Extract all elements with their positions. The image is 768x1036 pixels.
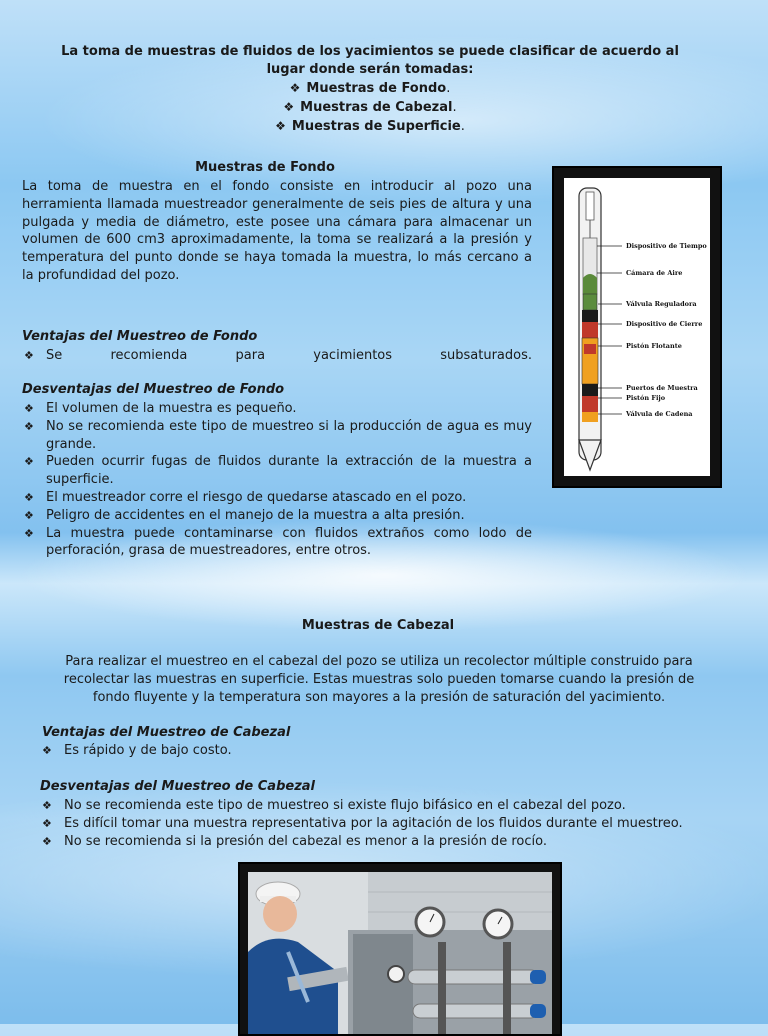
diamond-bullet-icon: ❖ (42, 834, 52, 848)
diamond-bullet-icon: ❖ (24, 455, 34, 469)
diagram-label: Válvula Reguladora (626, 300, 697, 308)
cabezal-desventajas-list (40, 797, 730, 850)
cabezal-ventajas-list (40, 742, 720, 760)
diagram-label: Pistón Fijo (626, 394, 666, 402)
intro-item: ❖ Muestras de Cabezal. (283, 100, 457, 115)
diamond-bullet-icon: ❖ (42, 744, 52, 757)
list-item: ❖ No se recomienda este tipo de muestreo si la producción de agua es muy grande. (24, 418, 532, 452)
diagram-label: Pistón Flotante (626, 342, 682, 350)
fondo-ventajas-heading: Ventajas del Muestreo de Fondo (22, 329, 258, 344)
diamond-bullet-icon: ❖ (24, 526, 34, 540)
diamond-bullet-icon: ❖ (24, 419, 34, 433)
diagram-label: Dispositivo de Tiempo (626, 242, 707, 250)
list-item: ❖ Se recomienda para yacimientos subsaturados. (24, 348, 532, 363)
fondo-title: Muestras de Fondo (195, 160, 335, 175)
list-item: ❖ El muestreador corre el riesgo de quedarse atascado en el pozo. (24, 489, 467, 505)
wellhead-photo-frame (238, 862, 562, 1036)
diagram-label: Válvula de Cadena (626, 410, 693, 418)
diamond-bullet-icon: ❖ (24, 490, 34, 504)
diamond-bullet-icon: ❖ (289, 81, 301, 95)
list-item: ❖ No se recomienda este tipo de muestreo si existe flujo bifásico en el cabezal del pozo. (42, 798, 626, 813)
wellhead-photo (248, 872, 552, 1034)
fondo-ventajas-list (22, 347, 532, 365)
intro-block (40, 43, 700, 136)
list-item: ❖ El volumen de la muestra es pequeño. (24, 401, 297, 416)
intro-item: ❖ Muestras de Superficie. (275, 119, 465, 134)
list-item: ❖ Pueden ocurrir fugas de fluidos durante la extracción de la muestra a superficie. (24, 454, 532, 488)
fondo-desventajas-list (22, 400, 532, 560)
sampler-diagram (564, 178, 710, 476)
diamond-bullet-icon: ❖ (24, 508, 34, 522)
sampler-diagram-frame (552, 166, 722, 488)
list-item: ❖ La muestra puede contaminarse con fluidos extraños como lodo de perforación, grasa de muestreadores, entre otros. (24, 525, 532, 559)
intro-text: La toma de muestras de fluidos de los yacimientos se puede clasificar de acuerdo al lugar donde serán tomadas: (61, 44, 679, 77)
diamond-bullet-icon: ❖ (42, 799, 52, 812)
list-item: ❖ No se recomienda si la presión del cabezal es menor a la presión de rocío. (42, 833, 547, 849)
list-item: ❖ Es difícil tomar una muestra representativa por la agitación de los fluidos durante el muestreo. (42, 815, 683, 831)
cabezal-paragraph: Para realizar el muestreo en el cabezal del pozo se utiliza un recolector múltiple construido para recolectar las muestras en superficie. Estas muestras solo pueden tomarse cuando la presión de fondo fluyente y la temperatura son mayores a la presión de saturación del yacimiento. (63, 654, 695, 705)
intro-item: ❖ Muestras de Fondo. (289, 81, 451, 96)
wellhead-sampling-illustration (248, 872, 552, 1034)
diagram-label: Cámara de Aire (626, 269, 683, 277)
cabezal-ventajas-heading: Ventajas del Muestreo de Cabezal (42, 725, 291, 740)
diamond-bullet-icon: ❖ (283, 100, 295, 114)
fondo-paragraph: La toma de muestra en el fondo consiste en introducir al pozo una herramienta llamada muestreador generalmente de seis pies de altura y una pulgada y media de diámetro, este posee una cámara para almacenar un volumen de 600 cm3 aproximadamente, la toma se realizará a la presión y temperatura del punto donde se haya tomada la muestra, lo más cercano a la profundidad del pozo. (22, 179, 532, 283)
cabezal-title: Muestras de Cabezal (301, 618, 455, 633)
diamond-bullet-icon: ❖ (24, 402, 34, 415)
cabezal-desventajas-heading: Desventajas del Muestreo de Cabezal (40, 779, 315, 794)
diagram-label: Puertos de Muestra (626, 384, 698, 392)
diamond-bullet-icon: ❖ (275, 119, 286, 133)
fondo-desventajas-heading: Desventajas del Muestreo de Fondo (22, 382, 285, 397)
diamond-bullet-icon: ❖ (42, 816, 52, 830)
diamond-bullet-icon: ❖ (24, 349, 34, 362)
diagram-label: Dispositivo de Cierre (626, 320, 703, 328)
list-item: ❖ Es rápido y de bajo costo. (42, 743, 232, 758)
list-item: ❖ Peligro de accidentes en el manejo de la muestra a alta presión. (24, 507, 465, 523)
